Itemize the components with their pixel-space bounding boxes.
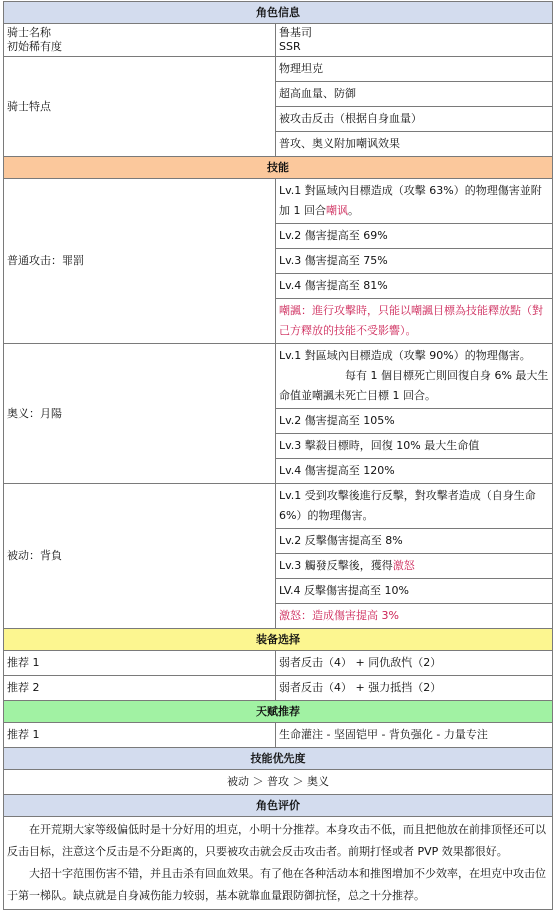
talent-rec-value: 生命灌注 - 坚固铠甲 - 背负强化 - 力量专注 xyxy=(276,723,553,748)
ultimate-lv1-a: Lv.1 對區域內目標造成（攻擊 90%）的物理傷害。 xyxy=(279,349,531,362)
equip-rec-1-label: 推荐 1 xyxy=(4,651,276,676)
ultimate-label: 奥义：月陽 xyxy=(4,344,276,484)
equip-rec-1-value: 弱者反击（4） + 同仇敌忾（2） xyxy=(276,651,553,676)
passive-lv2: Lv.2 反擊傷害提高至 8% xyxy=(276,529,553,554)
ultimate-lv4: Lv.4 傷害提高至 120% xyxy=(276,459,553,484)
name-label xyxy=(4,24,276,57)
review-body xyxy=(4,817,553,910)
normal-lv2: Lv.2 傷害提高至 69% xyxy=(276,224,553,249)
passive-lv3-text: Lv.3 觸發反擊後，獲得 xyxy=(279,559,393,572)
normal-attack-label: 普通攻击：罪罰 xyxy=(4,179,276,344)
rarity-value-text: SSR xyxy=(279,40,301,53)
rage-highlight: 激怒 xyxy=(392,559,415,572)
section-header-talent: 天赋推荐 xyxy=(4,701,553,723)
passive-lv3 xyxy=(276,554,553,579)
section-header-equip: 装备选择 xyxy=(4,629,553,651)
normal-lv1-text: Lv.1 對區域內目標造成（攻擊 63%）的物理傷害並附加 1 回合 xyxy=(279,184,542,217)
ultimate-lv1 xyxy=(276,344,553,409)
talent-rec-label: 推荐 1 xyxy=(4,723,276,748)
review-paragraph-1: 在开荒期大家等级偏低时是十分好用的坦克，小明十分推荐。本身攻击不低，而且把他放在前排顶怪还可以反击目标，注意这个反击是不分距离的，只要被攻击就会反击攻击者。前期打怪或者 PVP 效果都很好。 xyxy=(7,823,546,858)
normal-lv3: Lv.3 傷害提高至 75% xyxy=(276,249,553,274)
skill-priority-value: 被动 ＞ 普攻 ＞ 奥义 xyxy=(4,770,553,795)
rage-note: 激怒：造成傷害提高 3% xyxy=(276,604,553,629)
section-header-skill-priority: 技能优先度 xyxy=(4,748,553,770)
trait-item: 被攻击反击（根据自身血量） xyxy=(276,107,553,132)
rarity-label-text: 初始稀有度 xyxy=(7,40,62,53)
ultimate-lv1-b: 每有 1 個目標死亡則回復自身 6% 最大生命值並嘲諷未死亡目標 1 回合。 xyxy=(279,369,549,402)
section-header-review: 角色评价 xyxy=(4,795,553,817)
passive-lv1: Lv.1 受到攻擊後進行反擊，對攻擊者造成（自身生命 6%）的物理傷害。 xyxy=(276,484,553,529)
normal-lv1 xyxy=(276,179,553,224)
normal-lv1-end: 。 xyxy=(348,204,359,217)
traits-label: 骑士特点 xyxy=(4,57,276,157)
taunt-highlight: 嘲讽 xyxy=(326,204,348,217)
name-value xyxy=(276,24,553,57)
section-header-role-info: 角色信息 xyxy=(4,2,553,24)
trait-item: 普攻、奥义附加嘲讽效果 xyxy=(276,132,553,157)
trait-item: 物理坦克 xyxy=(276,57,553,82)
ultimate-lv2: Lv.2 傷害提高至 105% xyxy=(276,409,553,434)
character-guide-table xyxy=(3,1,553,910)
ultimate-lv3: Lv.3 擊殺目標時，回復 10% 最大生命值 xyxy=(276,434,553,459)
trait-item: 超高血量、防御 xyxy=(276,82,553,107)
name-value-text: 鲁基司 xyxy=(279,26,312,39)
name-label-text: 骑士名称 xyxy=(7,26,51,39)
section-header-skills: 技能 xyxy=(4,157,553,179)
passive-lv4: LV.4 反擊傷害提高至 10% xyxy=(276,579,553,604)
review-paragraph-2: 大招十字范围伤害不错，并且击杀有回血效果。有了他在各种活动本和推图增加不少效率，在坦克中攻击位于第一梯队。缺点就是自身减伤能力较弱，基本就靠血量跟防御抗怪，总之十分推荐。 xyxy=(7,867,546,902)
equip-rec-2-value: 弱者反击（4） + 强力抵挡（2） xyxy=(276,676,553,701)
passive-label: 被动：背負 xyxy=(4,484,276,629)
taunt-note: 嘲諷：進行攻擊時，只能以嘲諷目標為技能釋放點（對己方釋放的技能不受影響）。 xyxy=(276,299,553,344)
equip-rec-2-label: 推荐 2 xyxy=(4,676,276,701)
normal-lv4: Lv.4 傷害提高至 81% xyxy=(276,274,553,299)
